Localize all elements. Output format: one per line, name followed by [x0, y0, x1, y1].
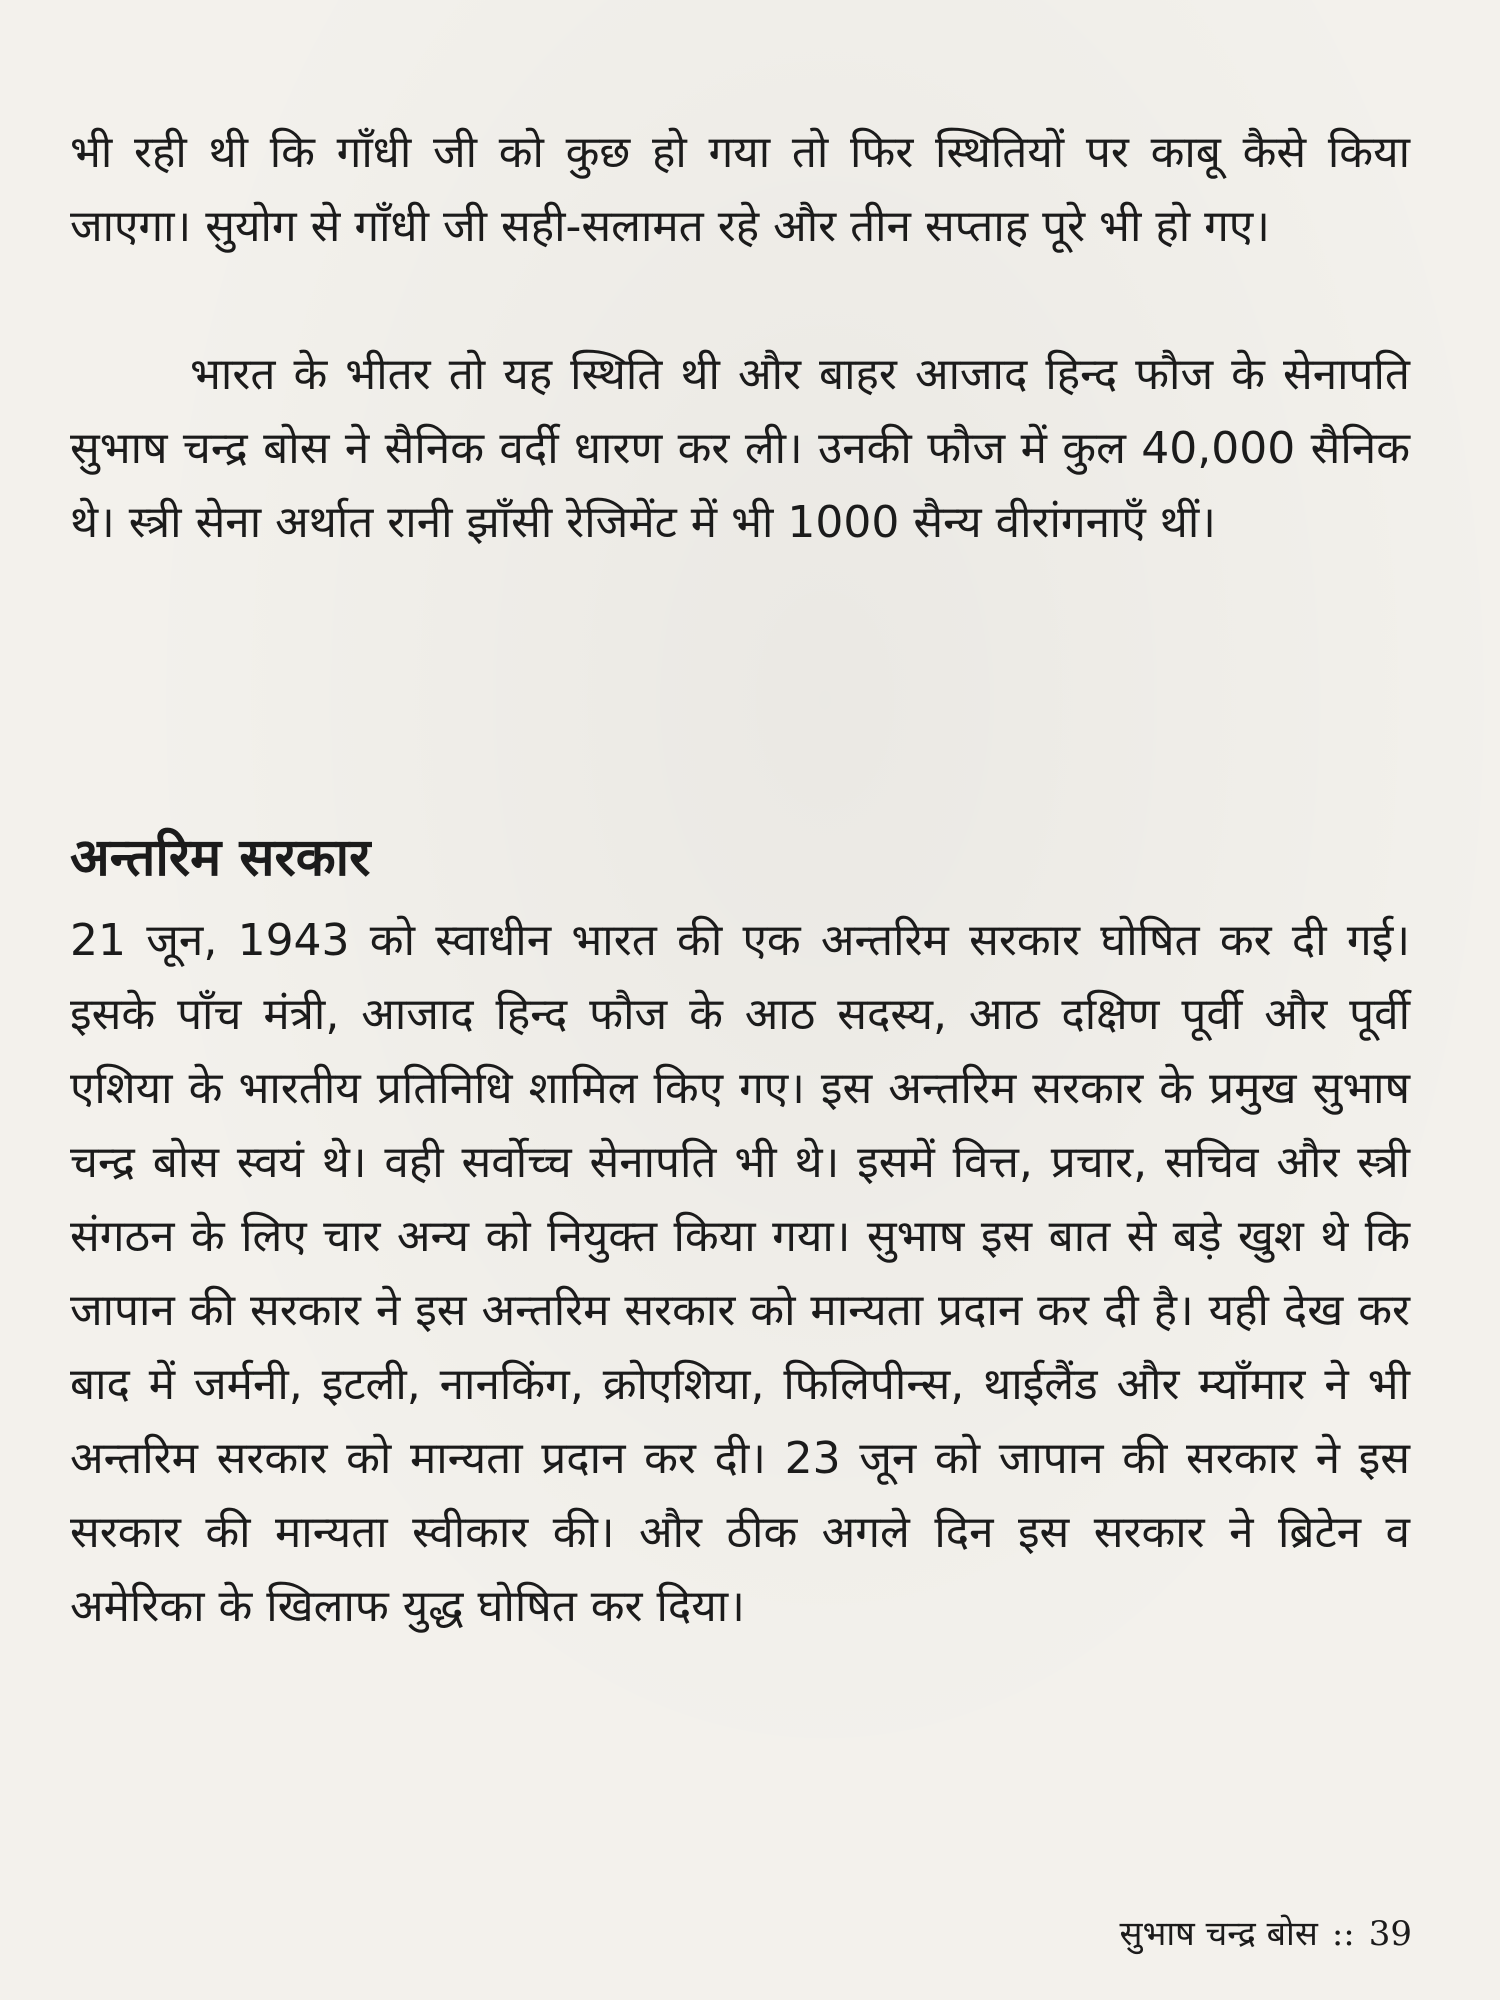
footer-separator: ::: [1331, 1914, 1355, 1954]
paragraph-3: 21 जून, 1943 को स्वाधीन भारत की एक अन्तरिम सरकार घोषित कर दी गई। इसके पाँच मंत्री, आजाद हिन्द फौज के आठ सदस्य, आठ दक्षिण पूर्वी और पूर्वी एशिया के भारतीय प्रतिनिधि शामिल किए गए। इस अन्तरिम सरकार के प्रमुख सुभाष चन्द्र बोस स्वयं थे। वही सर्वोच्च सेनापति भी थे। इसमें वित्त, प्रचार, सचिव और स्त्री संगठन के लिए चार अन्य को नियुक्त किया गया। सुभाष इस बात से बड़े खुश थे कि जापान की सरकार ने इस अन्तरिम सरकार को मान्यता प्रदान कर दी है। यही देख कर बाद में जर्मनी, इटली, नानकिंग, क्रोएशिया, फिलिपीन्स, थाईलैंड और म्याँमार ने भी अन्तरिम सरकार को मान्यता प्रदान कर दी। 23 जून को जापान की सरकार ने इस सरकार की मान्यता स्वीकार की। और ठीक अगले दिन इस सरकार ने ब्रिटेन व अमेरिका के खिलाफ युद्ध घोषित कर दिया।: [70, 915, 1410, 1632]
page-footer: [1119, 1910, 1412, 1958]
page-number: 39: [1368, 1914, 1412, 1954]
footer-book-title: सुभाष चन्द्र बोस: [1119, 1914, 1318, 1954]
paragraph-2: भारत के भीतर तो यह स्थिति थी और बाहर आजाद हिन्द फौज के सेनापति सुभाष चन्द्र बोस ने सैनिक वर्दी धारण कर ली। उनकी फौज में कुल 40,000 सैनिक थे। स्त्री सेना अर्थात रानी झाँसी रेजिमेंट में भी 1000 सैन्य वीरांगनाएँ थीं।: [70, 349, 1410, 548]
section-heading: अन्तरिम सरकार: [70, 828, 371, 889]
paragraph-1: भी रही थी कि गाँधी जी को कुछ हो गया तो फिर स्थितियों पर काबू कैसे किया जाएगा। सुयोग से गाँधी जी सही-सलामत रहे और तीन सप्ताह पूरे भी हो गए।: [70, 127, 1410, 252]
